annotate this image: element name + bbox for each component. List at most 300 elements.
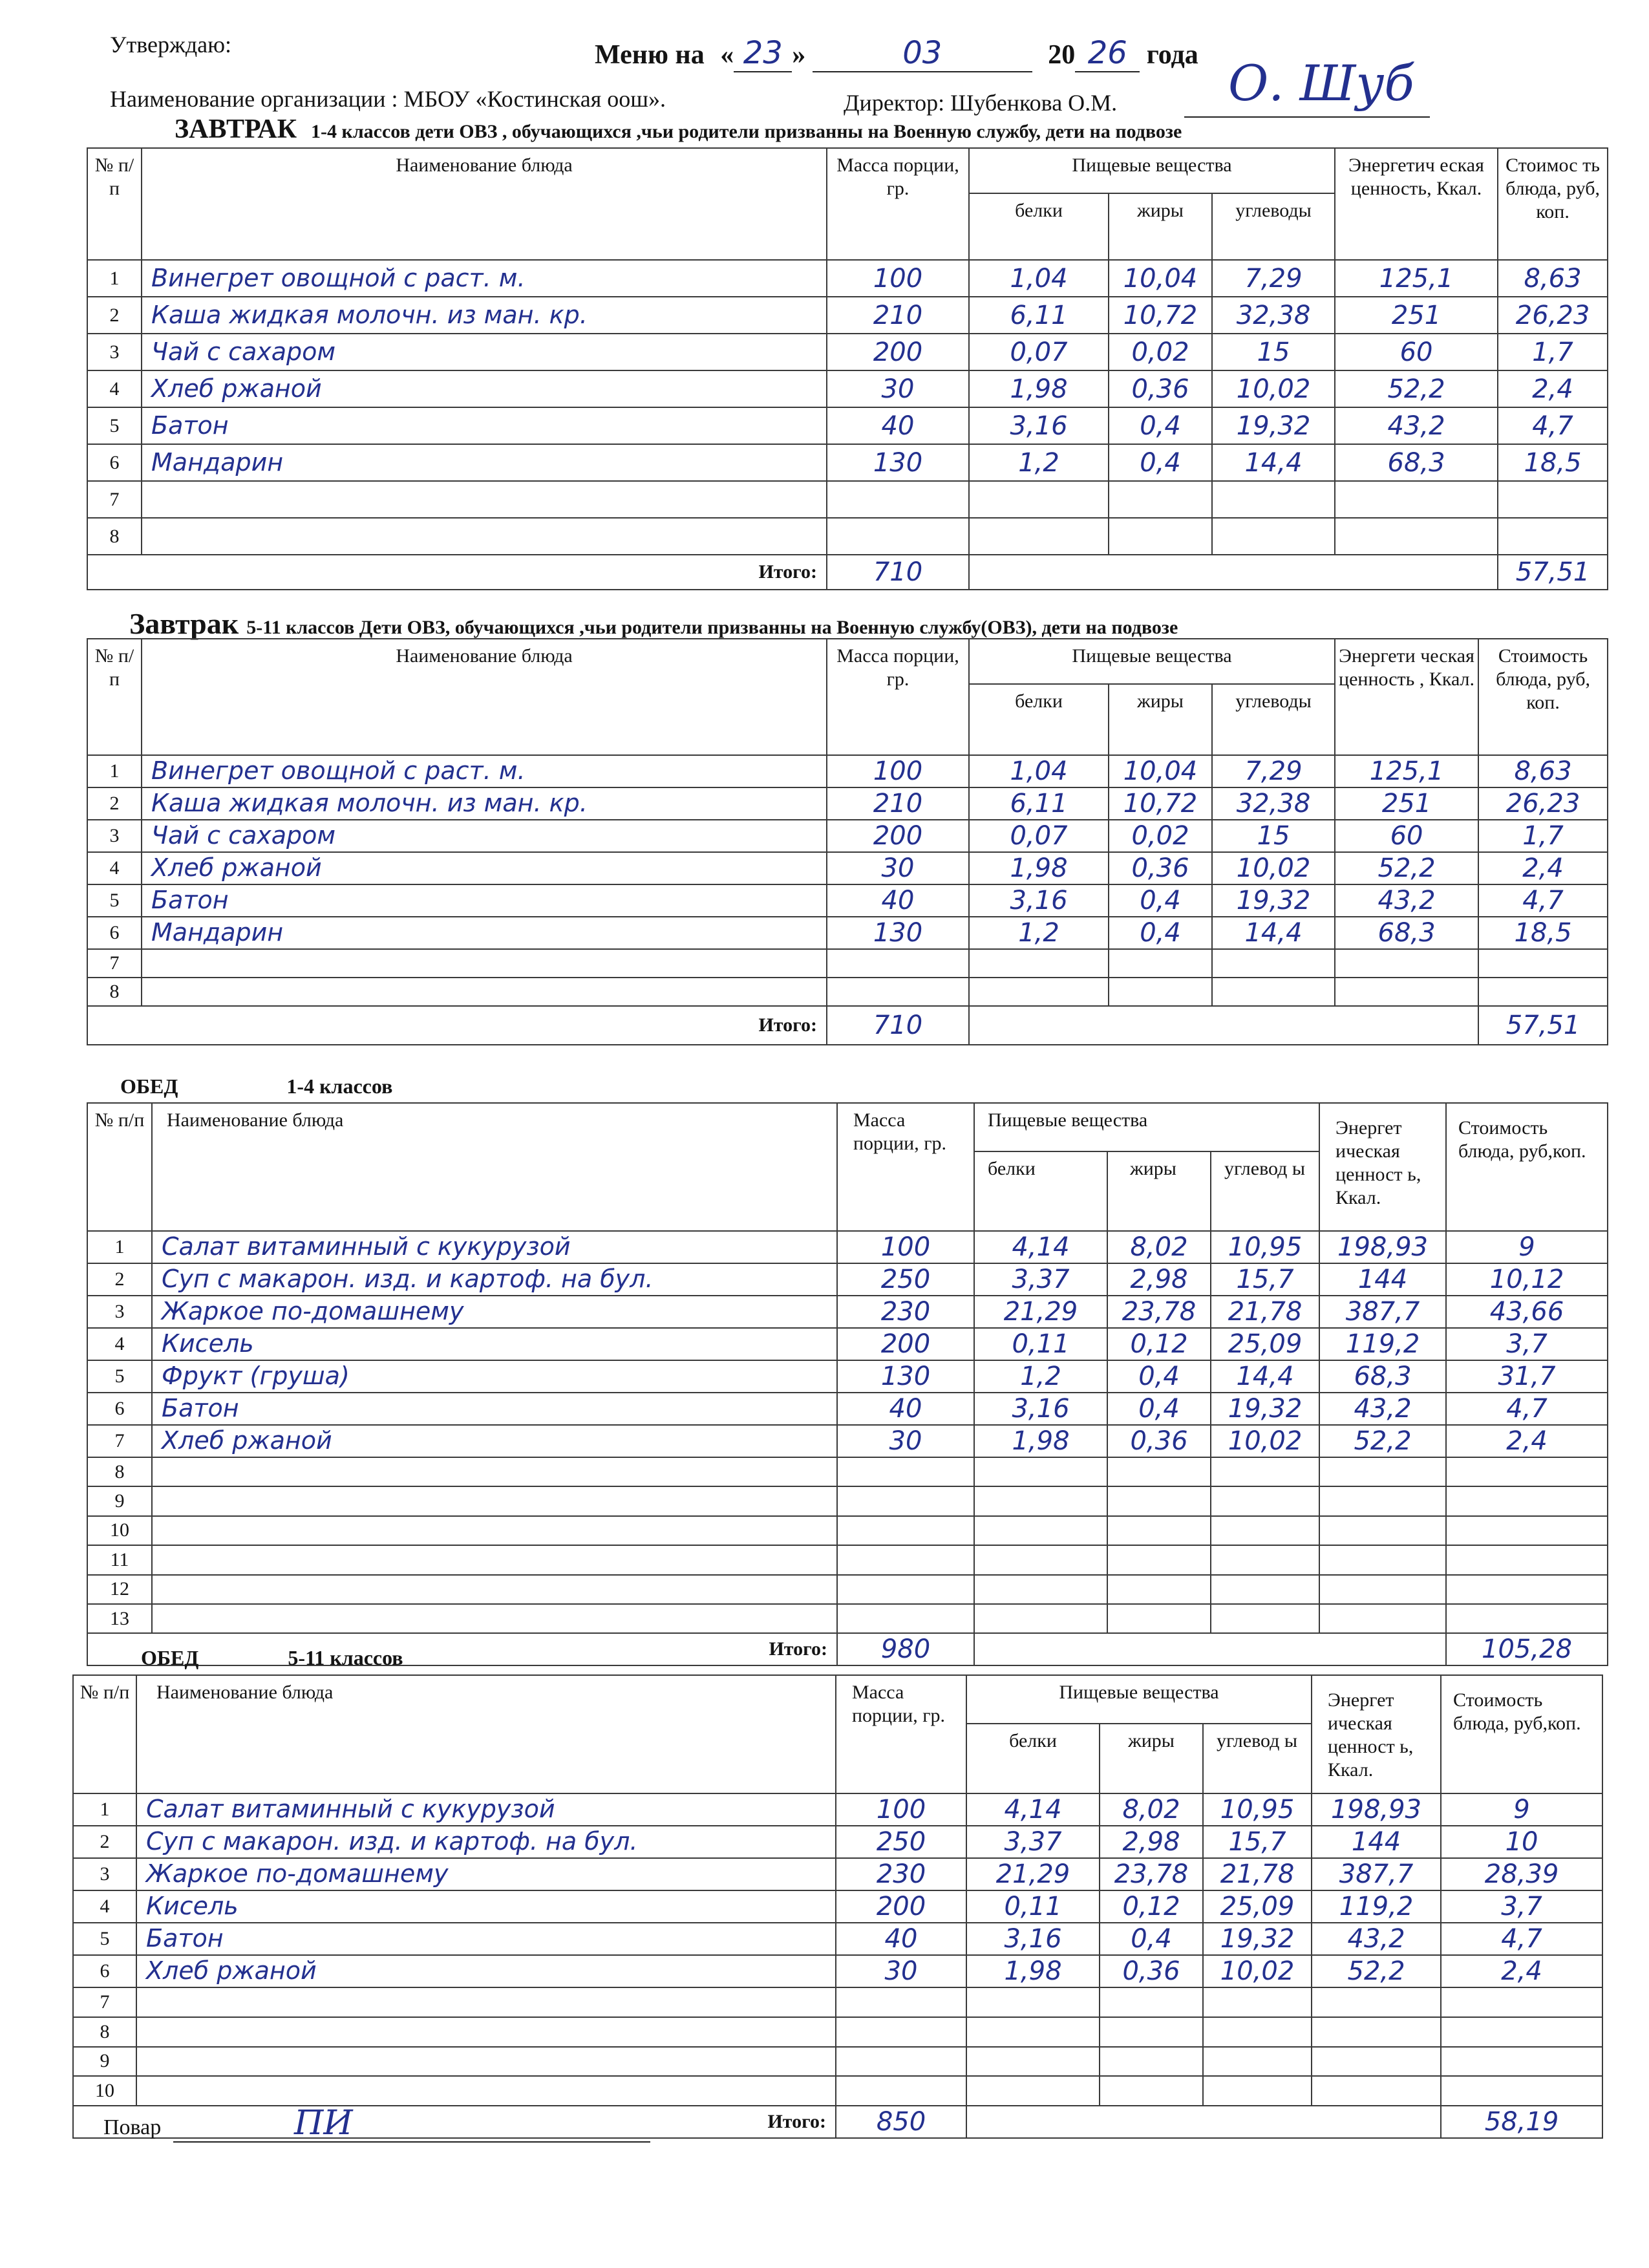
carbs-cell: 15,7 <box>1211 1263 1319 1296</box>
cost-cell <box>1446 1516 1608 1545</box>
cost-cell: 18,5 <box>1498 444 1608 481</box>
energy-cell <box>1312 2017 1441 2047</box>
row-number: 4 <box>73 1890 136 1923</box>
energy-cell <box>1319 1545 1446 1574</box>
section-2-heading <box>129 606 1178 641</box>
energy-cell: 43,2 <box>1335 407 1498 444</box>
dish-name <box>136 2076 836 2106</box>
row-number: 5 <box>87 884 142 917</box>
carbs-cell <box>1212 481 1335 518</box>
total-cost: 57,51 <box>1498 555 1608 590</box>
energy-cell: 43,2 <box>1312 1923 1441 1955</box>
col-energy-header: Энергетич еская ценность, Ккал. <box>1335 148 1498 260</box>
fat-cell: 0,4 <box>1100 1923 1203 1955</box>
energy-cell: 125,1 <box>1335 260 1498 297</box>
dish-name: Чай с сахаром <box>142 334 827 370</box>
total-mass: 850 <box>836 2106 966 2138</box>
total-label: Итого: <box>87 555 827 590</box>
fat-cell <box>1107 1457 1211 1486</box>
cost-cell <box>1446 1604 1608 1633</box>
mass-cell <box>837 1486 974 1515</box>
table-row <box>87 1575 1608 1604</box>
col-fat-header: жиры <box>1109 193 1212 260</box>
menu-prefix: Меню на <box>595 40 705 70</box>
col-name-header: Наименование блюда <box>142 639 827 755</box>
year-word: года <box>1146 40 1198 70</box>
col-name-header: Наименование блюда <box>152 1103 837 1231</box>
mass-cell: 100 <box>836 1793 966 1826</box>
row-number: 10 <box>87 1516 152 1545</box>
energy-cell: 52,2 <box>1312 1955 1441 1987</box>
mass-cell: 30 <box>837 1425 974 1457</box>
carbs-cell: 32,38 <box>1212 297 1335 334</box>
fat-cell: 0,02 <box>1109 334 1212 370</box>
section-3-title: ОБЕД <box>120 1075 178 1098</box>
protein-cell <box>974 1604 1107 1633</box>
row-number: 6 <box>87 444 142 481</box>
row-number: 13 <box>87 1604 152 1633</box>
dish-name <box>136 2017 836 2047</box>
total-blank <box>969 555 1498 590</box>
row-number: 12 <box>87 1575 152 1604</box>
energy-cell <box>1335 949 1478 978</box>
energy-cell: 52,2 <box>1335 370 1498 407</box>
dish-name: Хлеб ржаной <box>152 1425 837 1457</box>
cost-cell: 1,7 <box>1498 334 1608 370</box>
table-row <box>87 518 1608 555</box>
cost-cell <box>1441 1987 1602 2017</box>
mass-cell <box>836 1987 966 2017</box>
fat-cell: 0,36 <box>1109 370 1212 407</box>
cost-cell: 2,4 <box>1441 1955 1602 1987</box>
protein-cell <box>966 2047 1100 2077</box>
fat-cell: 0,36 <box>1109 852 1212 884</box>
table-row <box>73 2017 1602 2047</box>
mass-cell: 200 <box>827 334 969 370</box>
col-carbs-header: углевод ы <box>1203 1724 1312 1793</box>
carbs-cell <box>1211 1486 1319 1515</box>
cost-cell: 28,39 <box>1441 1858 1602 1890</box>
carbs-cell <box>1203 2017 1312 2047</box>
protein-cell: 1,2 <box>969 444 1109 481</box>
table-row <box>73 1955 1602 1987</box>
table-row <box>87 260 1608 297</box>
table-row <box>87 297 1608 334</box>
row-number: 3 <box>73 1858 136 1890</box>
dish-name: Жаркое по-домашнему <box>152 1296 837 1328</box>
carbs-cell: 10,95 <box>1203 1793 1312 1826</box>
carbs-cell <box>1211 1604 1319 1633</box>
table-row <box>87 1425 1608 1457</box>
dish-name <box>152 1575 837 1604</box>
row-number: 6 <box>87 917 142 949</box>
protein-cell: 1,98 <box>966 1955 1100 1987</box>
section-4-heading <box>141 1646 403 1670</box>
protein-cell <box>974 1486 1107 1515</box>
total-cost: 58,19 <box>1441 2106 1602 2138</box>
total-mass: 980 <box>837 1633 974 1665</box>
total-cost: 105,28 <box>1446 1633 1608 1665</box>
section-1-subtitle: 1-4 классов дети ОВЗ , обучающихся ,чьи родители призванны на Военную службу, дети на подвозе <box>311 121 1182 142</box>
dish-name <box>142 978 827 1006</box>
fat-cell <box>1100 2017 1203 2047</box>
director-signature: О. Шуб <box>1228 54 1414 112</box>
dish-name: Каша жидкая молочн. из ман. кр. <box>142 297 827 334</box>
dish-name: Мандарин <box>142 444 827 481</box>
energy-cell <box>1319 1457 1446 1486</box>
carbs-cell: 14,4 <box>1212 444 1335 481</box>
carbs-cell: 19,32 <box>1211 1393 1319 1425</box>
protein-cell <box>974 1575 1107 1604</box>
row-number: 8 <box>87 518 142 555</box>
cost-cell: 4,7 <box>1446 1393 1608 1425</box>
dish-name: Салат витаминный с кукурузой <box>152 1231 837 1263</box>
protein-cell: 3,16 <box>966 1923 1100 1955</box>
mass-cell: 200 <box>836 1890 966 1923</box>
energy-cell <box>1319 1486 1446 1515</box>
mass-cell: 130 <box>827 444 969 481</box>
fat-cell <box>1107 1604 1211 1633</box>
energy-cell <box>1319 1575 1446 1604</box>
director-name: Директор: Шубенкова О.М. <box>844 90 1118 116</box>
fat-cell: 0,4 <box>1107 1393 1211 1425</box>
fat-cell: 10,72 <box>1109 787 1212 820</box>
table-row <box>73 2047 1602 2077</box>
protein-cell: 3,16 <box>969 884 1109 917</box>
energy-cell <box>1312 2047 1441 2077</box>
fat-cell <box>1109 978 1212 1006</box>
table-row <box>87 444 1608 481</box>
cost-cell: 1,7 <box>1478 820 1608 852</box>
section-3-heading <box>120 1075 392 1098</box>
col-number-header: № п/п <box>73 1675 136 1793</box>
dish-name <box>142 481 827 518</box>
total-blank <box>974 1633 1446 1665</box>
carbs-cell: 10,02 <box>1212 852 1335 884</box>
dish-name: Хлеб ржаной <box>142 370 827 407</box>
energy-cell: 119,2 <box>1319 1328 1446 1360</box>
fat-cell <box>1100 2047 1203 2077</box>
fat-cell: 2,98 <box>1107 1263 1211 1296</box>
col-fat-header: жиры <box>1107 1151 1211 1231</box>
fat-cell <box>1107 1516 1211 1545</box>
carbs-cell: 25,09 <box>1203 1890 1312 1923</box>
cost-cell: 31,7 <box>1446 1360 1608 1393</box>
section-4-title: ОБЕД <box>141 1646 199 1669</box>
col-name-header: Наименование блюда <box>136 1675 836 1793</box>
col-number-header: № п/ п <box>87 639 142 755</box>
carbs-cell: 10,02 <box>1211 1425 1319 1457</box>
director-signature-line <box>1184 116 1430 118</box>
protein-cell <box>966 2076 1100 2106</box>
mass-cell <box>827 978 969 1006</box>
row-number: 3 <box>87 334 142 370</box>
mass-cell <box>836 2017 966 2047</box>
dish-name: Каша жидкая молочн. из ман. кр. <box>142 787 827 820</box>
col-protein-header: белки <box>969 684 1109 755</box>
cost-cell <box>1441 2017 1602 2047</box>
table-row <box>87 1516 1608 1545</box>
energy-cell: 144 <box>1319 1263 1446 1296</box>
dish-name <box>136 1987 836 2017</box>
protein-cell <box>969 481 1109 518</box>
mass-cell <box>827 518 969 555</box>
menu-title <box>595 35 1198 72</box>
row-number: 5 <box>87 407 142 444</box>
cost-cell <box>1498 481 1608 518</box>
energy-cell: 144 <box>1312 1826 1441 1858</box>
col-energy-header: Энергет ическая ценност ь, Ккал. <box>1319 1103 1446 1231</box>
fat-cell: 8,02 <box>1100 1793 1203 1826</box>
mass-cell: 250 <box>837 1263 974 1296</box>
cost-cell <box>1446 1457 1608 1486</box>
carbs-cell: 14,4 <box>1211 1360 1319 1393</box>
energy-cell: 52,2 <box>1335 852 1478 884</box>
protein-cell: 21,29 <box>966 1858 1100 1890</box>
cost-cell: 4,7 <box>1478 884 1608 917</box>
dish-name: Батон <box>136 1923 836 1955</box>
fat-cell <box>1100 2076 1203 2106</box>
protein-cell: 0,11 <box>974 1328 1107 1360</box>
fat-cell: 10,04 <box>1109 260 1212 297</box>
row-number: 7 <box>87 1425 152 1457</box>
energy-cell: 198,93 <box>1312 1793 1441 1826</box>
mass-cell: 30 <box>827 370 969 407</box>
energy-cell: 43,2 <box>1319 1393 1446 1425</box>
row-number: 5 <box>87 1360 152 1393</box>
total-label: Итого: <box>87 1633 837 1665</box>
col-mass-header: Масса порции, гр. <box>836 1675 966 1793</box>
carbs-cell: 15 <box>1212 820 1335 852</box>
dish-name: Суп с макарон. изд. и картоф. на бул. <box>136 1826 836 1858</box>
fat-cell: 0,36 <box>1100 1955 1203 1987</box>
col-protein-header: белки <box>974 1151 1107 1231</box>
carbs-cell: 7,29 <box>1212 260 1335 297</box>
col-carbs-header: углеводы <box>1212 193 1335 260</box>
protein-cell: 4,14 <box>974 1231 1107 1263</box>
cost-cell: 3,7 <box>1441 1890 1602 1923</box>
energy-cell <box>1335 481 1498 518</box>
dish-name <box>136 2047 836 2077</box>
table-row <box>87 978 1608 1006</box>
fat-cell <box>1100 1987 1203 2017</box>
protein-cell: 3,37 <box>974 1263 1107 1296</box>
mass-cell <box>836 2076 966 2106</box>
dish-name <box>152 1604 837 1633</box>
cook-signature: ПИ <box>294 2104 353 2143</box>
protein-cell: 1,2 <box>974 1360 1107 1393</box>
cost-cell: 2,4 <box>1478 852 1608 884</box>
col-number-header: № п/п <box>87 1103 152 1231</box>
protein-cell: 6,11 <box>969 787 1109 820</box>
protein-cell <box>966 1987 1100 2017</box>
energy-cell <box>1335 978 1478 1006</box>
dish-name: Винегрет овощной с раст. м. <box>142 755 827 787</box>
open-quote: « <box>720 40 734 70</box>
mass-cell: 200 <box>837 1328 974 1360</box>
col-carbs-header: углеводы <box>1212 684 1335 755</box>
dish-name: Фрукт (груша) <box>152 1360 837 1393</box>
energy-cell: 387,7 <box>1319 1296 1446 1328</box>
energy-cell: 251 <box>1335 787 1478 820</box>
lunch-5-11-table <box>72 1674 1603 2139</box>
fat-cell: 0,12 <box>1100 1890 1203 1923</box>
table-row <box>87 1545 1608 1574</box>
dish-name <box>142 949 827 978</box>
fat-cell: 2,98 <box>1100 1826 1203 1858</box>
cost-cell: 9 <box>1446 1231 1608 1263</box>
cost-cell <box>1478 949 1608 978</box>
row-number: 7 <box>73 1987 136 2017</box>
carbs-cell <box>1212 978 1335 1006</box>
mass-cell: 210 <box>827 787 969 820</box>
fat-cell: 0,36 <box>1107 1425 1211 1457</box>
col-cost-header: Стоимос ть блюда, руб, коп. <box>1498 148 1608 260</box>
carbs-cell: 14,4 <box>1212 917 1335 949</box>
col-nutrients-header: Пищевые вещества <box>969 148 1335 193</box>
carbs-cell: 7,29 <box>1212 755 1335 787</box>
col-name-header: Наименование блюда <box>142 148 827 260</box>
carbs-cell: 10,02 <box>1203 1955 1312 1987</box>
col-energy-header: Энергети ческая ценность , Ккал. <box>1335 639 1478 755</box>
fat-cell: 0,02 <box>1109 820 1212 852</box>
fat-cell: 0,4 <box>1109 407 1212 444</box>
mass-cell: 130 <box>827 917 969 949</box>
total-label: Итого: <box>87 1006 827 1045</box>
col-mass-header: Масса порции, гр. <box>827 148 969 260</box>
fat-cell: 0,4 <box>1107 1360 1211 1393</box>
year-prefix: 20 <box>1048 40 1076 70</box>
section-1-heading <box>175 114 1182 145</box>
row-number: 7 <box>87 949 142 978</box>
col-cost-header: Стоимость блюда, руб, коп. <box>1478 639 1608 755</box>
cook-label: Повар <box>103 2115 162 2139</box>
dish-name <box>142 518 827 555</box>
fat-cell <box>1109 949 1212 978</box>
cost-cell <box>1446 1545 1608 1574</box>
fat-cell: 23,78 <box>1100 1858 1203 1890</box>
dish-name: Кисель <box>152 1328 837 1360</box>
energy-cell: 251 <box>1335 297 1498 334</box>
col-cost-header: Стоимость блюда, руб,коп. <box>1446 1103 1608 1231</box>
section-2-title: Завтрак <box>129 607 239 640</box>
row-number: 1 <box>87 755 142 787</box>
table-row <box>73 1793 1602 1826</box>
row-number: 6 <box>87 1393 152 1425</box>
protein-cell: 3,16 <box>974 1393 1107 1425</box>
energy-cell: 60 <box>1335 820 1478 852</box>
total-label: Итого: <box>73 2106 836 2138</box>
dish-name: Суп с макарон. изд. и картоф. на бул. <box>152 1263 837 1296</box>
row-number: 2 <box>73 1826 136 1858</box>
energy-cell: 119,2 <box>1312 1890 1441 1923</box>
cost-cell: 2,4 <box>1446 1425 1608 1457</box>
dish-name: Батон <box>142 884 827 917</box>
dish-name: Чай с сахаром <box>142 820 827 852</box>
row-number: 2 <box>87 1263 152 1296</box>
cost-cell: 8,63 <box>1478 755 1608 787</box>
row-number: 4 <box>87 370 142 407</box>
protein-cell: 3,16 <box>969 407 1109 444</box>
table-row <box>73 1890 1602 1923</box>
cost-cell: 4,7 <box>1498 407 1608 444</box>
total-cost: 57,51 <box>1478 1006 1608 1045</box>
row-number: 3 <box>87 1296 152 1328</box>
col-fat-header: жиры <box>1109 684 1212 755</box>
protein-cell: 0,07 <box>969 820 1109 852</box>
protein-cell: 6,11 <box>969 297 1109 334</box>
energy-cell <box>1319 1516 1446 1545</box>
carbs-cell: 19,32 <box>1212 407 1335 444</box>
mass-cell: 250 <box>836 1826 966 1858</box>
col-mass-header: Масса порции, гр. <box>837 1103 974 1231</box>
cost-cell <box>1441 2047 1602 2077</box>
mass-cell: 40 <box>836 1923 966 1955</box>
energy-cell: 125,1 <box>1335 755 1478 787</box>
mass-cell <box>837 1604 974 1633</box>
section-4-subtitle: 5-11 классов <box>288 1646 403 1669</box>
protein-cell: 3,37 <box>966 1826 1100 1858</box>
energy-cell: 52,2 <box>1319 1425 1446 1457</box>
mass-cell: 30 <box>836 1955 966 1987</box>
table-row <box>87 1360 1608 1393</box>
col-carbs-header: углевод ы <box>1211 1151 1319 1231</box>
dish-name: Батон <box>142 407 827 444</box>
table-row <box>87 1393 1608 1425</box>
row-number: 1 <box>87 260 142 297</box>
carbs-cell: 19,32 <box>1212 884 1335 917</box>
mass-cell <box>836 2047 966 2077</box>
cost-cell: 10,12 <box>1446 1263 1608 1296</box>
row-number: 2 <box>87 787 142 820</box>
fat-cell: 8,02 <box>1107 1231 1211 1263</box>
dish-name <box>152 1457 837 1486</box>
mass-cell: 130 <box>837 1360 974 1393</box>
cost-cell: 9 <box>1441 1793 1602 1826</box>
carbs-cell <box>1211 1575 1319 1604</box>
section-3-subtitle: 1-4 классов <box>286 1075 393 1098</box>
approve-label: Утверждаю: <box>110 32 232 58</box>
protein-cell <box>966 2017 1100 2047</box>
mass-cell <box>837 1457 974 1486</box>
close-quote: » <box>792 40 806 70</box>
fat-cell: 10,72 <box>1109 297 1212 334</box>
total-mass: 710 <box>827 1006 969 1045</box>
cost-cell: 2,4 <box>1498 370 1608 407</box>
cost-cell: 18,5 <box>1478 917 1608 949</box>
protein-cell <box>974 1516 1107 1545</box>
carbs-cell <box>1203 1987 1312 2017</box>
mass-cell: 100 <box>837 1231 974 1263</box>
table-row <box>87 334 1608 370</box>
energy-cell: 68,3 <box>1335 444 1498 481</box>
protein-cell: 21,29 <box>974 1296 1107 1328</box>
organization-name: Наименование организации : МБОУ «Костинская оош». <box>110 86 666 112</box>
energy-cell: 198,93 <box>1319 1231 1446 1263</box>
dish-name: Салат витаминный с кукурузой <box>136 1793 836 1826</box>
energy-cell <box>1319 1604 1446 1633</box>
menu-month: 03 <box>813 35 1032 72</box>
table-row <box>87 917 1608 949</box>
mass-cell: 230 <box>836 1858 966 1890</box>
table-row <box>87 1328 1608 1360</box>
table-row <box>73 1858 1602 1890</box>
section-1-title: ЗАВТРАК <box>175 114 297 144</box>
mass-cell <box>827 481 969 518</box>
fat-cell: 0,4 <box>1109 444 1212 481</box>
row-number: 8 <box>87 1457 152 1486</box>
mass-cell: 100 <box>827 755 969 787</box>
